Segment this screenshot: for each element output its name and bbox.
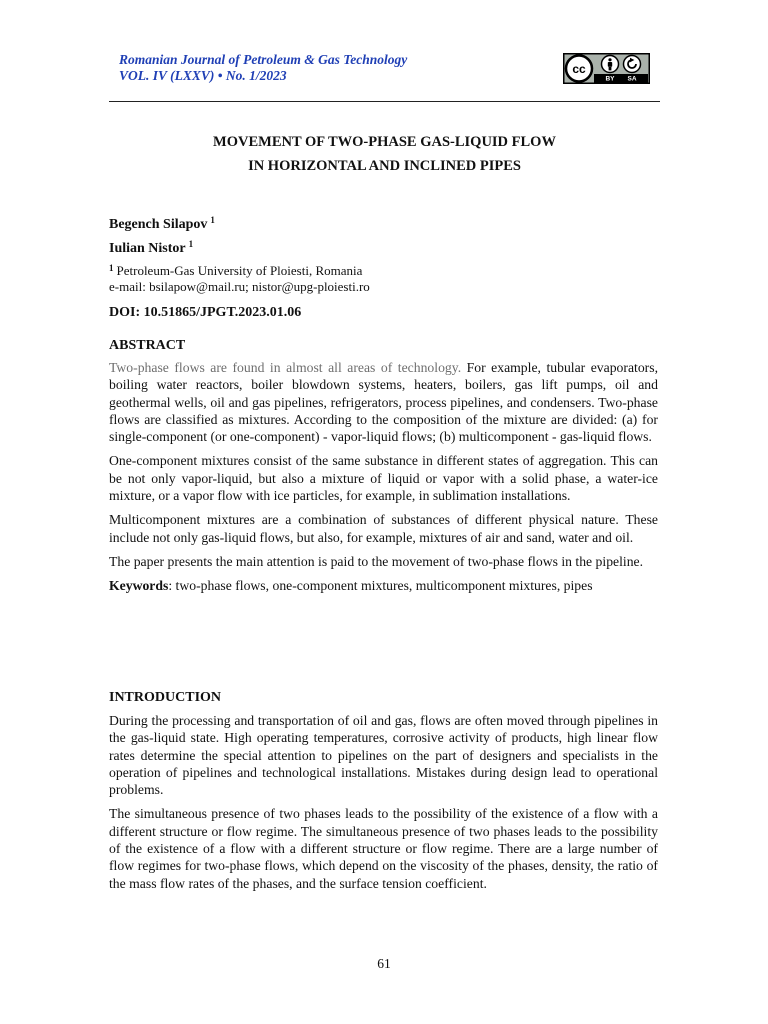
license-sa-label: SA — [627, 75, 637, 83]
page-number: 61 — [377, 956, 391, 971]
header-divider — [109, 101, 660, 102]
author-name: Begench Silapov — [109, 217, 208, 232]
abstract-paragraph-1 — [109, 359, 658, 445]
attribution-person-icon — [602, 56, 619, 73]
keywords — [109, 577, 658, 594]
introduction-body — [109, 712, 658, 899]
cc-by-sa-license-badge[interactable] — [563, 53, 650, 84]
journal-header — [119, 52, 407, 84]
abstract-body — [109, 359, 658, 602]
title-line-2: IN HORIZONTAL AND INCLINED PIPES — [248, 158, 521, 174]
abstract-paragraph-3: Multicomponent mixtures are a combination of substances of different physical nature. These include not only gas-liquid flows, but also, for example, mixtures of air and sand, water and oil. — [109, 512, 658, 545]
abstract-paragraph-4: The paper presents the main attention is paid to the movement of two-phase flows in the pipeline. — [109, 553, 644, 569]
affiliation-institution: Petroleum-Gas University of Ploiesti, Romania — [116, 263, 363, 278]
affiliation-mark: 1 — [109, 263, 114, 273]
author-2 — [109, 235, 193, 258]
journal-name: Romanian Journal of Petroleum & Gas Technology — [119, 52, 408, 67]
author-1 — [109, 211, 215, 234]
introduction-paragraph-1: During the processing and transportation of oil and gas, flows are often moved through pipelines in the gas-liquid state. High operating temperatures, corrosive activity of products, high linear flow rates determine the special attention to pipelines on the part of designers and specialists in the operation of pipelines and technological installations. Mistakes during design lead to operational problems. — [109, 713, 658, 798]
cc-logo-text: cc — [572, 62, 586, 76]
license-by-label: BY — [605, 75, 615, 83]
title-line-1: MOVEMENT OF TWO-PHASE GAS-LIQUID FLOW — [213, 134, 556, 150]
author-affiliation-mark: 1 — [188, 239, 194, 249]
keywords-list: : two-phase flows, one-component mixtures, multicomponent mixtures, pipes — [168, 578, 593, 594]
introduction-paragraph-2: The simultaneous presence of two phases leads to the possibility of the existence of a flow with a different structure or flow regime. The simultaneous presence of two phases leads to the possibility of the existence of a flow with a different structure or flow regime. There are a large number of flow regimes for two-phase flows, which depend on the viscosity of the phases, density, the ratio of the mass flow rates of the phases, and the surface tension coefficient. — [109, 806, 658, 891]
paper-title — [109, 130, 660, 178]
author-name: Iulian Nistor — [109, 241, 186, 256]
keywords-label: Keywords — [109, 578, 169, 594]
abstract-lead-sentence: Two-phase flows are found in almost all areas of technology. — [109, 360, 462, 375]
share-alike-icon — [624, 56, 641, 73]
badge-label-strip — [594, 74, 648, 83]
affiliation-email[interactable]: e-mail: bsilapow@mail.ru; nistor@upg-ploiesti.ro — [109, 279, 370, 294]
introduction-heading: INTRODUCTION — [109, 690, 222, 705]
author-affiliation-mark: 1 — [210, 215, 215, 225]
abstract-paragraph-1-rest: For example, tubular evaporators, boiling water reactors, boiler blowdown systems, heaters, boilers, gas lift pumps, oil and geothermal wells, oil and gas pipelines, refrigerators, process pipelines, and condensers. Two-phase flows are classified as mixtures. According to the composition of the mixture are divided: (a) for single-component (or one-component) - vapor-liquid flows; (b) multicomponent - gas-liquid flows. — [109, 360, 658, 445]
abstract-heading: ABSTRACT — [109, 338, 186, 353]
journal-volume: VOL. IV (LXXV) • No. 1/2023 — [119, 68, 287, 83]
abstract-paragraph-2: One-component mixtures consist of the same substance in different states of aggregation. This can be not only vapor-liquid, but also a mixture of liquid or vapor with a solid phase, a water-ice mixture, or a vapor flow with ice particles, for example, in sublimation installations. — [109, 453, 658, 504]
affiliation — [109, 260, 370, 295]
doi[interactable]: DOI: 10.51865/JPGT.2023.01.06 — [109, 305, 302, 320]
creative-commons-icon — [566, 56, 592, 82]
